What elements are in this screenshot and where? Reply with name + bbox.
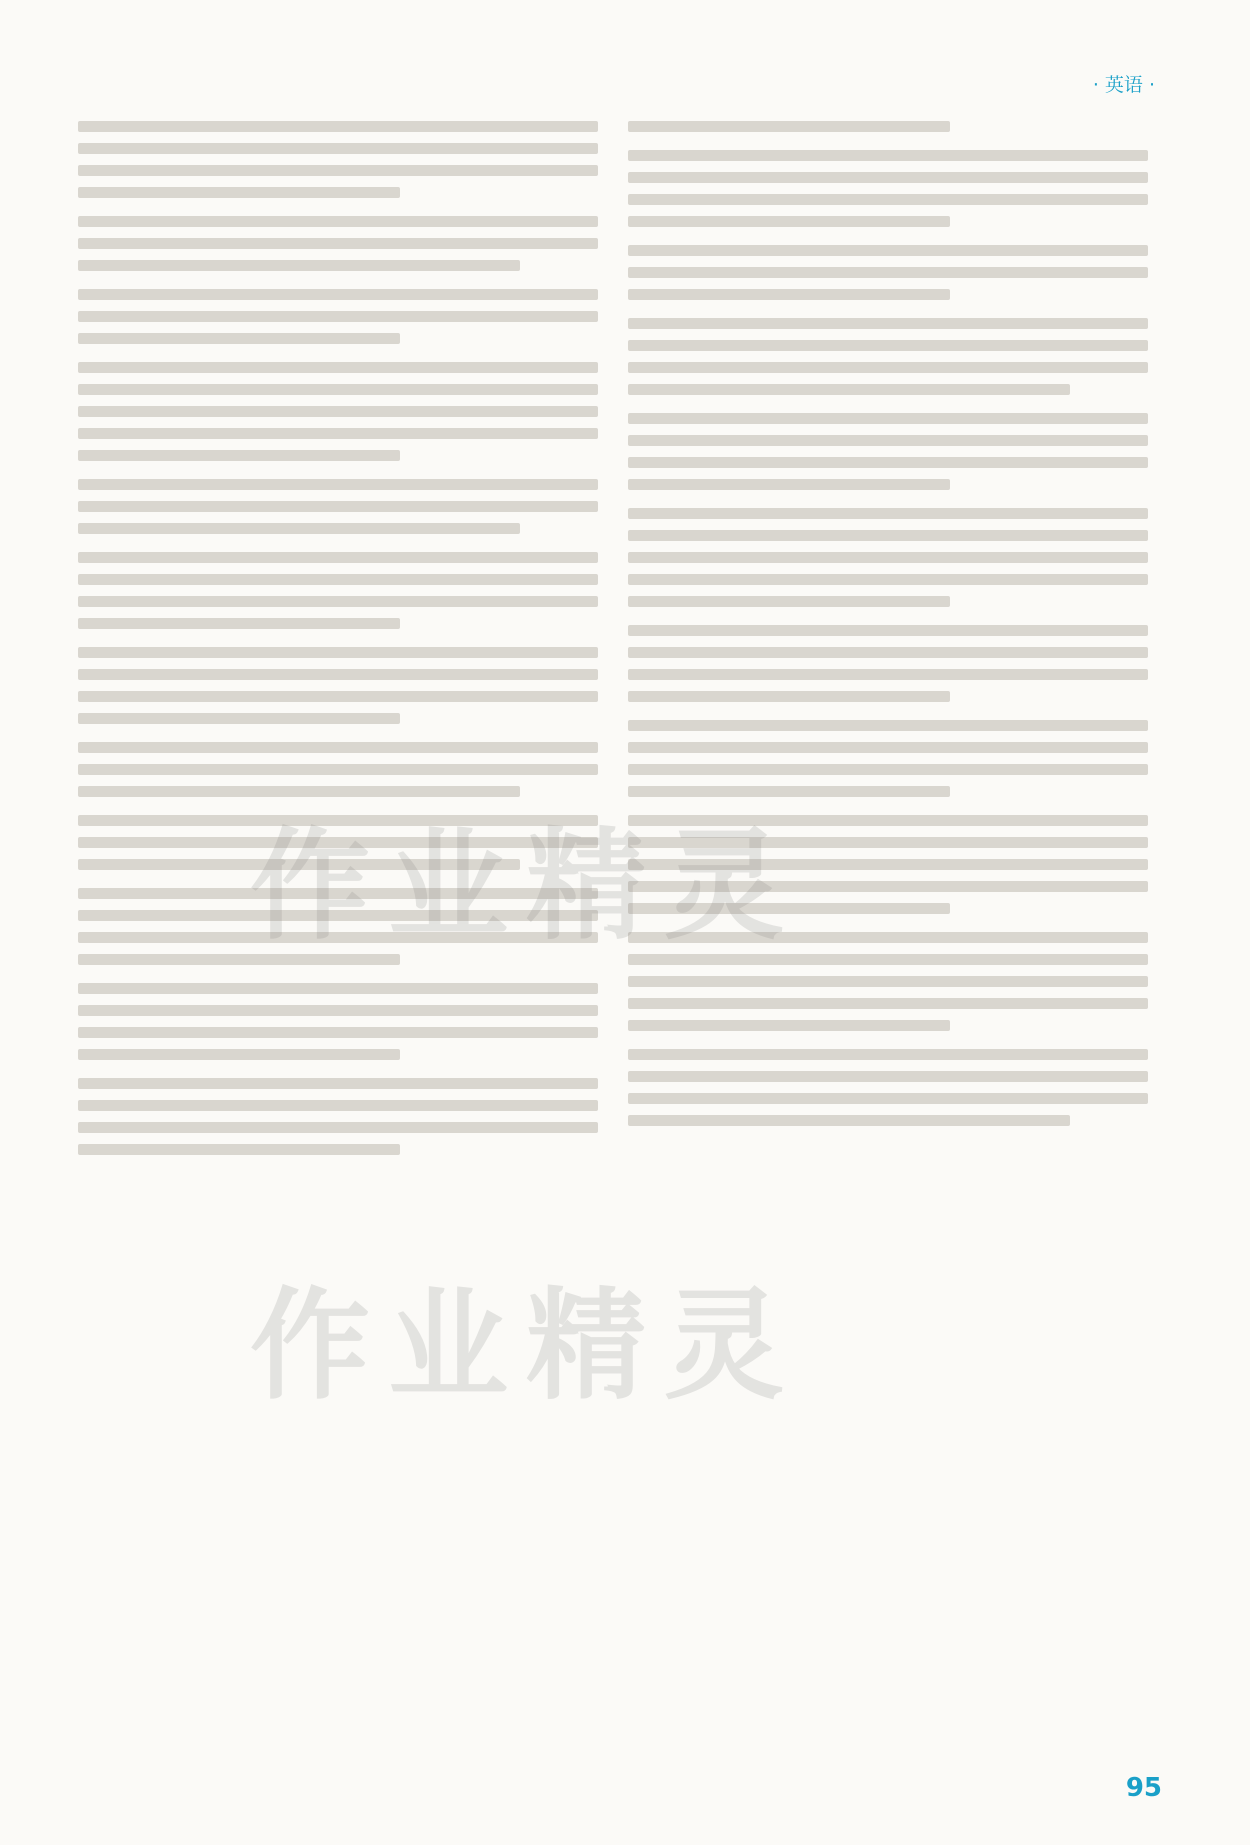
text-block — [78, 362, 598, 461]
right-column — [628, 110, 1148, 1144]
text-block — [78, 742, 598, 797]
text-block — [78, 647, 598, 724]
text-block — [628, 121, 1148, 132]
text-block — [628, 318, 1148, 395]
text-block — [78, 289, 598, 344]
text-block — [628, 1049, 1148, 1126]
text-block — [628, 508, 1148, 607]
text-block — [78, 479, 598, 534]
page-header: · 英语 · — [1092, 74, 1155, 96]
page-number: 95 — [1125, 1773, 1162, 1803]
text-block — [628, 150, 1148, 227]
text-block — [628, 625, 1148, 702]
text-block — [78, 121, 598, 198]
text-block — [78, 552, 598, 629]
text-block — [78, 216, 598, 271]
text-block — [628, 413, 1148, 490]
text-block — [628, 245, 1148, 300]
text-block — [78, 1078, 598, 1155]
text-block — [78, 983, 598, 1060]
watermark-top: 作业精灵 — [250, 815, 802, 956]
text-block — [628, 720, 1148, 797]
watermark-bottom: 作业精灵 — [250, 1275, 802, 1416]
left-column — [78, 110, 598, 1173]
